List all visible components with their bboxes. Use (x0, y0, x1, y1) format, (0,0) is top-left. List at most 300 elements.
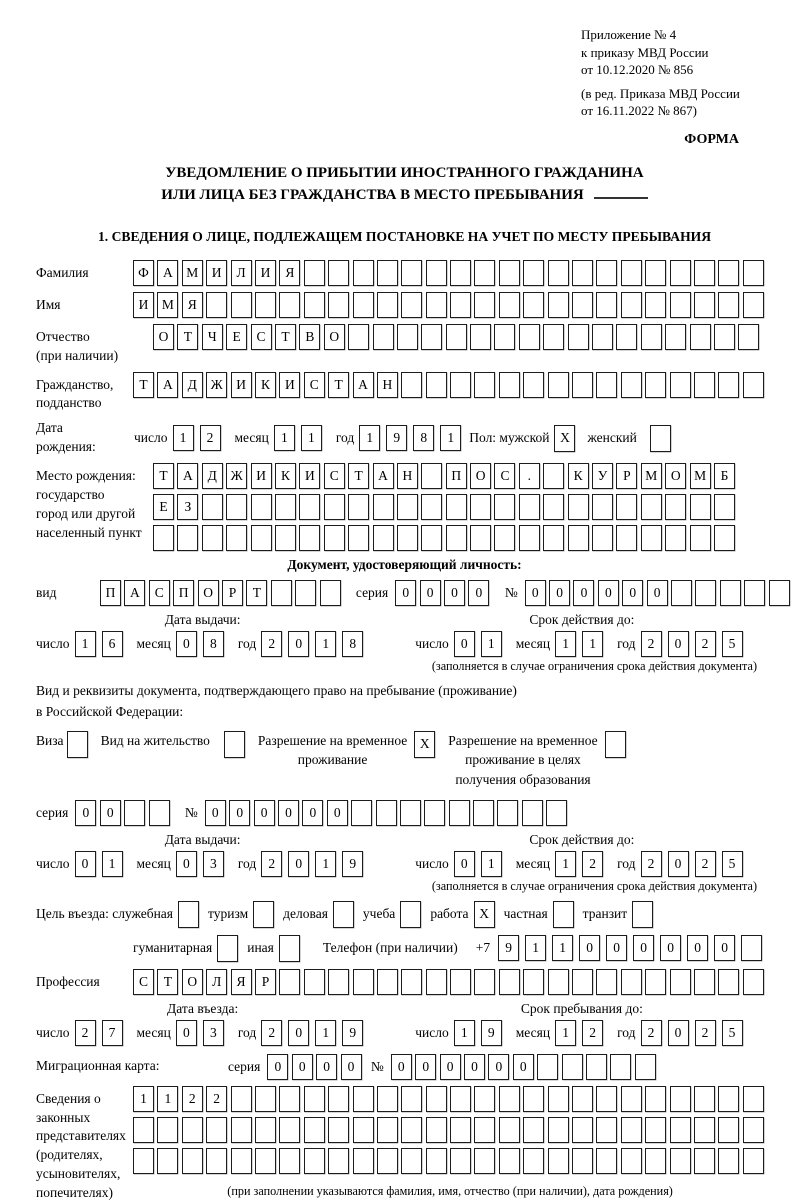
form-cell[interactable] (621, 1148, 642, 1174)
form-cell[interactable]: С (304, 372, 325, 398)
form-cell[interactable]: 0 (468, 580, 489, 606)
form-cell[interactable] (714, 494, 735, 520)
form-cell[interactable]: Ч (202, 324, 223, 350)
form-cell[interactable] (275, 525, 296, 551)
form-cell[interactable]: 0 (288, 1020, 309, 1046)
form-cell[interactable]: 3 (203, 1020, 224, 1046)
form-cell[interactable]: А (124, 580, 145, 606)
form-cell[interactable] (596, 1148, 617, 1174)
form-cell[interactable] (641, 324, 662, 350)
purpose-other-checkbox[interactable] (279, 935, 300, 962)
form-cell[interactable]: 9 (481, 1020, 502, 1046)
form-cell[interactable] (401, 1148, 422, 1174)
form-cell[interactable] (543, 525, 564, 551)
form-cell[interactable] (568, 494, 589, 520)
form-cell[interactable] (157, 1148, 178, 1174)
form-cell[interactable] (426, 260, 447, 286)
form-cell[interactable] (523, 260, 544, 286)
identity-valid-year-cells[interactable] (641, 631, 749, 657)
form-cell[interactable] (279, 969, 300, 995)
form-cell[interactable] (353, 1148, 374, 1174)
form-cell[interactable] (373, 525, 394, 551)
form-cell[interactable]: 9 (386, 425, 407, 451)
form-cell[interactable]: Т (157, 969, 178, 995)
form-cell[interactable]: 0 (622, 580, 643, 606)
form-cell[interactable]: 2 (641, 851, 662, 877)
form-cell[interactable]: 1 (157, 1086, 178, 1112)
form-cell[interactable] (670, 1086, 691, 1112)
form-cell[interactable] (400, 800, 421, 826)
form-cell[interactable] (231, 1148, 252, 1174)
form-cell[interactable]: 2 (261, 631, 282, 657)
form-cell[interactable]: 1 (552, 935, 573, 961)
purpose-transit-checkbox[interactable] (632, 901, 653, 928)
form-cell[interactable] (226, 494, 247, 520)
form-cell[interactable]: И (279, 372, 300, 398)
form-cell[interactable] (499, 1086, 520, 1112)
form-cell[interactable] (149, 800, 170, 826)
form-cell[interactable]: Т (348, 463, 369, 489)
form-cell[interactable] (718, 292, 739, 318)
form-cell[interactable] (616, 525, 637, 551)
form-cell[interactable]: 8 (413, 425, 434, 451)
patronymic-cells[interactable] (153, 324, 763, 350)
form-cell[interactable] (251, 494, 272, 520)
form-cell[interactable]: 0 (75, 800, 96, 826)
form-cell[interactable] (743, 1117, 764, 1143)
birth-month-cells[interactable] (274, 425, 328, 451)
form-cell[interactable] (543, 463, 564, 489)
form-cell[interactable] (670, 1148, 691, 1174)
form-cell[interactable]: 5 (722, 631, 743, 657)
form-cell[interactable] (353, 260, 374, 286)
form-cell[interactable] (474, 260, 495, 286)
entry-day-cells[interactable] (75, 1020, 129, 1046)
form-cell[interactable]: 1 (102, 851, 123, 877)
form-cell[interactable] (351, 800, 372, 826)
form-cell[interactable] (474, 1148, 495, 1174)
form-cell[interactable]: А (157, 372, 178, 398)
form-cell[interactable]: 2 (582, 1020, 603, 1046)
form-cell[interactable] (523, 1086, 544, 1112)
form-cell[interactable] (328, 260, 349, 286)
form-cell[interactable] (255, 292, 276, 318)
stay-until-month-cells[interactable] (555, 1020, 609, 1046)
form-cell[interactable]: 0 (598, 580, 619, 606)
form-cell[interactable] (743, 1148, 764, 1174)
form-cell[interactable] (568, 324, 589, 350)
form-cell[interactable]: О (182, 969, 203, 995)
form-cell[interactable] (499, 372, 520, 398)
form-cell[interactable] (377, 969, 398, 995)
form-cell[interactable] (522, 800, 543, 826)
form-cell[interactable] (543, 324, 564, 350)
form-cell[interactable] (523, 1117, 544, 1143)
form-cell[interactable]: 1 (315, 1020, 336, 1046)
form-cell[interactable]: Б (714, 463, 735, 489)
form-cell[interactable] (474, 1117, 495, 1143)
form-cell[interactable] (537, 1054, 558, 1080)
form-cell[interactable] (499, 969, 520, 995)
form-cell[interactable]: У (592, 463, 613, 489)
form-cell[interactable]: 1 (315, 631, 336, 657)
form-cell[interactable] (694, 1148, 715, 1174)
form-cell[interactable] (348, 525, 369, 551)
form-cell[interactable] (473, 800, 494, 826)
form-cell[interactable]: И (206, 260, 227, 286)
form-cell[interactable]: М (641, 463, 662, 489)
identity-doc-series-cells[interactable] (395, 580, 493, 606)
form-cell[interactable]: 0 (75, 851, 96, 877)
residence-issue-day-cells[interactable] (75, 851, 129, 877)
form-cell[interactable]: К (255, 372, 276, 398)
form-cell[interactable] (718, 260, 739, 286)
form-cell[interactable]: 0 (327, 800, 348, 826)
form-cell[interactable] (572, 372, 593, 398)
form-cell[interactable] (670, 292, 691, 318)
form-cell[interactable]: К (275, 463, 296, 489)
form-cell[interactable] (523, 372, 544, 398)
form-cell[interactable]: М (157, 292, 178, 318)
form-cell[interactable]: 0 (176, 631, 197, 657)
form-cell[interactable]: 1 (555, 1020, 576, 1046)
form-cell[interactable]: 0 (549, 580, 570, 606)
form-cell[interactable]: 0 (513, 1054, 534, 1080)
form-cell[interactable] (348, 324, 369, 350)
form-cell[interactable] (251, 525, 272, 551)
form-cell[interactable]: 0 (205, 800, 226, 826)
form-cell[interactable]: Е (226, 324, 247, 350)
form-cell[interactable] (499, 1148, 520, 1174)
form-cell[interactable]: Я (279, 260, 300, 286)
form-cell[interactable] (421, 494, 442, 520)
form-cell[interactable] (641, 494, 662, 520)
form-cell[interactable]: 1 (454, 1020, 475, 1046)
form-cell[interactable] (743, 1086, 764, 1112)
representatives-cells-row3[interactable] (133, 1148, 767, 1174)
form-cell[interactable] (295, 580, 316, 606)
form-cell[interactable] (592, 494, 613, 520)
form-cell[interactable] (474, 292, 495, 318)
profession-cells[interactable] (133, 969, 767, 995)
form-cell[interactable]: 2 (200, 425, 221, 451)
form-cell[interactable] (373, 494, 394, 520)
form-cell[interactable] (645, 1086, 666, 1112)
form-cell[interactable] (494, 494, 515, 520)
form-cell[interactable] (470, 525, 491, 551)
form-cell[interactable]: Т (328, 372, 349, 398)
form-cell[interactable] (424, 800, 445, 826)
given-name-cells[interactable] (133, 292, 767, 318)
form-cell[interactable] (621, 1117, 642, 1143)
form-cell[interactable] (690, 525, 711, 551)
form-cell[interactable] (157, 1117, 178, 1143)
form-cell[interactable] (546, 800, 567, 826)
form-cell[interactable] (202, 525, 223, 551)
form-cell[interactable] (373, 324, 394, 350)
form-cell[interactable]: 1 (555, 851, 576, 877)
sex-female-checkbox[interactable] (650, 425, 671, 452)
form-cell[interactable]: И (255, 260, 276, 286)
residence-issue-year-cells[interactable] (261, 851, 369, 877)
entry-year-cells[interactable] (261, 1020, 369, 1046)
form-cell[interactable]: Р (222, 580, 243, 606)
form-cell[interactable]: О (665, 463, 686, 489)
form-cell[interactable]: С (251, 324, 272, 350)
identity-valid-month-cells[interactable] (555, 631, 609, 657)
form-cell[interactable] (426, 1117, 447, 1143)
form-cell[interactable]: 2 (695, 851, 716, 877)
form-cell[interactable] (769, 580, 790, 606)
form-cell[interactable] (694, 1117, 715, 1143)
form-cell[interactable] (377, 1148, 398, 1174)
form-cell[interactable] (206, 1117, 227, 1143)
form-cell[interactable] (743, 969, 764, 995)
form-cell[interactable]: 0 (100, 800, 121, 826)
form-cell[interactable] (320, 580, 341, 606)
form-cell[interactable]: О (470, 463, 491, 489)
form-cell[interactable] (641, 525, 662, 551)
form-cell[interactable]: 0 (341, 1054, 362, 1080)
form-cell[interactable]: 0 (316, 1054, 337, 1080)
form-cell[interactable] (694, 292, 715, 318)
form-cell[interactable] (720, 580, 741, 606)
form-cell[interactable] (426, 1086, 447, 1112)
form-cell[interactable] (421, 324, 442, 350)
form-cell[interactable]: А (353, 372, 374, 398)
form-cell[interactable] (670, 1117, 691, 1143)
form-cell[interactable]: 9 (342, 851, 363, 877)
form-cell[interactable]: Ж (226, 463, 247, 489)
form-cell[interactable]: 1 (555, 631, 576, 657)
form-cell[interactable] (694, 372, 715, 398)
form-cell[interactable] (743, 372, 764, 398)
form-cell[interactable]: Р (616, 463, 637, 489)
form-cell[interactable] (450, 1148, 471, 1174)
entry-month-cells[interactable] (176, 1020, 230, 1046)
form-cell[interactable] (202, 494, 223, 520)
form-cell[interactable] (328, 292, 349, 318)
form-cell[interactable] (621, 372, 642, 398)
form-cell[interactable] (670, 969, 691, 995)
form-cell[interactable] (376, 800, 397, 826)
form-cell[interactable] (744, 580, 765, 606)
form-cell[interactable] (596, 260, 617, 286)
form-cell[interactable] (645, 969, 666, 995)
form-cell[interactable]: 0 (668, 1020, 689, 1046)
form-cell[interactable] (665, 324, 686, 350)
form-cell[interactable] (446, 324, 467, 350)
form-cell[interactable] (548, 1117, 569, 1143)
form-cell[interactable]: 9 (342, 1020, 363, 1046)
form-cell[interactable] (353, 1086, 374, 1112)
form-cell[interactable]: 0 (254, 800, 275, 826)
identity-doc-number-cells[interactable] (525, 580, 793, 606)
birth-day-cells[interactable] (173, 425, 227, 451)
form-cell[interactable]: 3 (203, 851, 224, 877)
form-cell[interactable] (401, 1117, 422, 1143)
form-cell[interactable]: З (177, 494, 198, 520)
form-cell[interactable] (671, 580, 692, 606)
form-cell[interactable] (718, 1148, 739, 1174)
form-cell[interactable] (572, 1148, 593, 1174)
visa-checkbox[interactable] (67, 731, 88, 758)
form-cell[interactable] (377, 1086, 398, 1112)
residence-valid-month-cells[interactable] (555, 851, 609, 877)
form-cell[interactable] (470, 494, 491, 520)
form-cell[interactable] (421, 463, 442, 489)
form-cell[interactable]: 1 (274, 425, 295, 451)
form-cell[interactable] (279, 1086, 300, 1112)
form-cell[interactable] (645, 372, 666, 398)
form-cell[interactable] (718, 1117, 739, 1143)
form-cell[interactable] (426, 1148, 447, 1174)
form-cell[interactable]: 1 (173, 425, 194, 451)
form-cell[interactable] (182, 1148, 203, 1174)
form-cell[interactable]: Я (231, 969, 252, 995)
form-cell[interactable]: 2 (75, 1020, 96, 1046)
citizenship-cells[interactable] (133, 372, 767, 398)
residence-issue-month-cells[interactable] (176, 851, 230, 877)
form-cell[interactable]: 0 (440, 1054, 461, 1080)
purpose-study-checkbox[interactable] (400, 901, 421, 928)
form-cell[interactable] (426, 372, 447, 398)
form-cell[interactable]: . (519, 463, 540, 489)
form-cell[interactable] (324, 525, 345, 551)
form-cell[interactable] (177, 525, 198, 551)
form-cell[interactable]: 7 (102, 1020, 123, 1046)
form-cell[interactable]: А (373, 463, 394, 489)
form-cell[interactable]: Р (255, 969, 276, 995)
migration-card-series-cells[interactable] (267, 1054, 365, 1080)
migration-card-number-cells[interactable] (391, 1054, 659, 1080)
form-cell[interactable]: С (494, 463, 515, 489)
form-cell[interactable]: 0 (488, 1054, 509, 1080)
form-cell[interactable] (450, 372, 471, 398)
form-cell[interactable]: 1 (315, 851, 336, 877)
form-cell[interactable] (324, 494, 345, 520)
temp-residence-checkbox[interactable]: X (414, 731, 435, 758)
form-cell[interactable]: 1 (582, 631, 603, 657)
form-cell[interactable]: 8 (203, 631, 224, 657)
form-cell[interactable] (353, 969, 374, 995)
form-cell[interactable]: 0 (391, 1054, 412, 1080)
temp-residence-education-checkbox[interactable] (605, 731, 626, 758)
form-cell[interactable]: 0 (292, 1054, 313, 1080)
form-cell[interactable] (621, 1086, 642, 1112)
form-cell[interactable] (153, 525, 174, 551)
form-cell[interactable] (548, 372, 569, 398)
form-cell[interactable]: 2 (695, 1020, 716, 1046)
form-cell[interactable] (304, 1086, 325, 1112)
form-cell[interactable] (645, 1148, 666, 1174)
form-cell[interactable]: К (568, 463, 589, 489)
form-cell[interactable] (401, 260, 422, 286)
form-cell[interactable] (397, 525, 418, 551)
form-cell[interactable]: Ф (133, 260, 154, 286)
birthplace-cells-row1[interactable] (153, 463, 738, 489)
form-cell[interactable] (645, 1117, 666, 1143)
form-cell[interactable]: 0 (444, 580, 465, 606)
form-cell[interactable] (616, 494, 637, 520)
form-cell[interactable] (231, 1086, 252, 1112)
representatives-cells-row2[interactable] (133, 1117, 767, 1143)
form-cell[interactable] (572, 1117, 593, 1143)
form-cell[interactable]: Я (182, 292, 203, 318)
purpose-humanitarian-checkbox[interactable] (217, 935, 238, 962)
form-cell[interactable] (548, 292, 569, 318)
form-cell[interactable] (421, 525, 442, 551)
form-cell[interactable] (690, 324, 711, 350)
form-cell[interactable] (450, 1117, 471, 1143)
form-cell[interactable] (523, 969, 544, 995)
form-cell[interactable]: Т (177, 324, 198, 350)
form-cell[interactable] (446, 525, 467, 551)
form-cell[interactable]: О (324, 324, 345, 350)
form-cell[interactable] (494, 324, 515, 350)
form-cell[interactable] (572, 969, 593, 995)
form-cell[interactable] (133, 1117, 154, 1143)
form-cell[interactable] (279, 292, 300, 318)
identity-issue-year-cells[interactable] (261, 631, 369, 657)
form-cell[interactable] (426, 969, 447, 995)
form-cell[interactable]: П (173, 580, 194, 606)
form-cell[interactable] (572, 1086, 593, 1112)
form-cell[interactable] (665, 494, 686, 520)
form-cell[interactable] (275, 494, 296, 520)
form-cell[interactable]: 2 (582, 851, 603, 877)
form-cell[interactable]: Е (153, 494, 174, 520)
form-cell[interactable]: 0 (278, 800, 299, 826)
form-cell[interactable] (499, 260, 520, 286)
form-cell[interactable]: О (198, 580, 219, 606)
form-cell[interactable] (519, 324, 540, 350)
form-cell[interactable]: 0 (288, 851, 309, 877)
form-cell[interactable] (499, 1117, 520, 1143)
form-cell[interactable] (694, 260, 715, 286)
form-cell[interactable] (670, 260, 691, 286)
form-cell[interactable]: 0 (660, 935, 681, 961)
form-cell[interactable]: И (133, 292, 154, 318)
form-cell[interactable] (450, 969, 471, 995)
form-cell[interactable] (596, 292, 617, 318)
form-cell[interactable] (401, 372, 422, 398)
form-cell[interactable] (718, 969, 739, 995)
form-cell[interactable]: 0 (454, 631, 475, 657)
form-cell[interactable] (255, 1117, 276, 1143)
form-cell[interactable]: 0 (395, 580, 416, 606)
form-cell[interactable]: 0 (302, 800, 323, 826)
form-cell[interactable] (226, 525, 247, 551)
form-cell[interactable] (304, 1117, 325, 1143)
form-cell[interactable] (494, 525, 515, 551)
purpose-commercial-checkbox[interactable] (333, 901, 354, 928)
form-cell[interactable] (543, 494, 564, 520)
form-cell[interactable] (401, 969, 422, 995)
form-cell[interactable] (596, 969, 617, 995)
form-cell[interactable] (397, 494, 418, 520)
form-cell[interactable]: О (153, 324, 174, 350)
form-cell[interactable]: И (251, 463, 272, 489)
form-cell[interactable] (519, 525, 540, 551)
form-cell[interactable] (499, 292, 520, 318)
form-cell[interactable] (231, 1117, 252, 1143)
form-cell[interactable] (299, 494, 320, 520)
form-cell[interactable] (328, 1086, 349, 1112)
form-cell[interactable]: Д (202, 463, 223, 489)
form-cell[interactable]: 0 (633, 935, 654, 961)
form-cell[interactable] (621, 260, 642, 286)
